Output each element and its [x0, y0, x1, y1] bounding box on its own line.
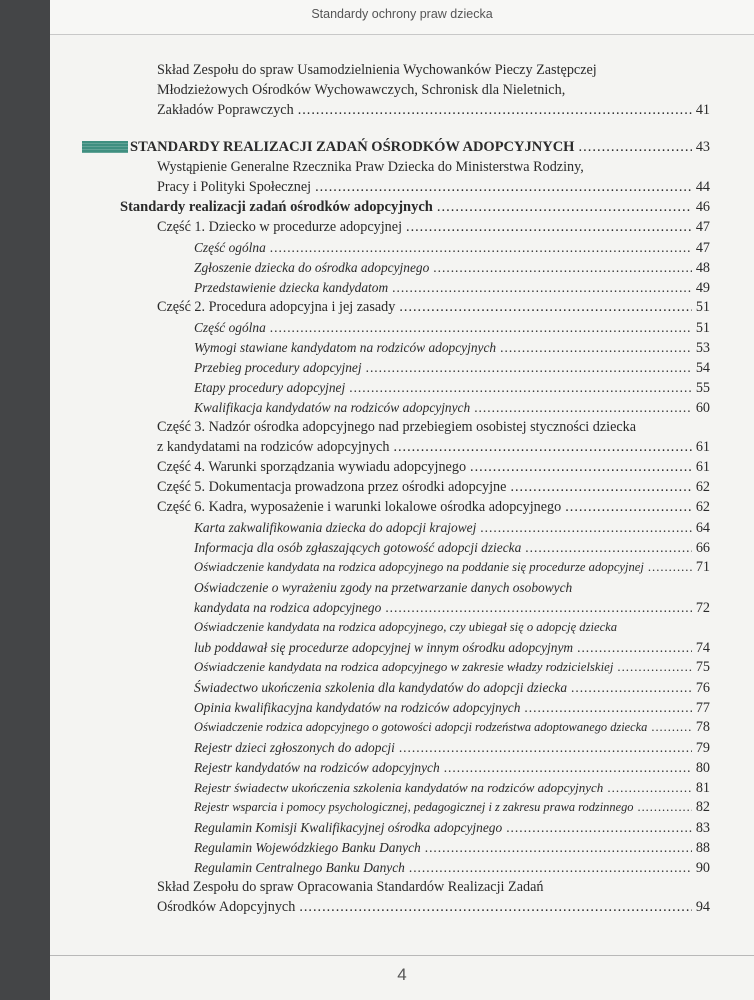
toc-page-number: 55 [695, 380, 710, 396]
toc-entry [194, 718, 710, 737]
toc-page-number: 83 [695, 820, 710, 836]
toc-page-number: 81 [695, 780, 710, 796]
toc-page-number: 94 [695, 899, 710, 915]
running-header-title: Standardy ochrony praw dziecka [311, 7, 493, 21]
toc-page-number: 51 [695, 299, 710, 315]
section-marker [82, 141, 128, 153]
toc-entry [194, 558, 710, 577]
toc-page-number: 90 [695, 860, 710, 876]
toc-entry [194, 858, 710, 878]
toc-page-number: 71 [695, 559, 710, 575]
toc-entry-text: Młodzieżowych Ośrodków Wychowawczych, Schronisk dla Nieletnich, [157, 82, 566, 98]
toc-entry [194, 398, 710, 418]
toc-entry-text: Skład Zespołu do spraw Opracowania Standardów Realizacji Zadań [157, 879, 544, 895]
toc-entry [194, 238, 710, 258]
toc-page-number: 51 [695, 320, 710, 336]
toc-section-heading [130, 138, 710, 157]
toc-entry-text: Opinia kwalifikacyjna kandydatów na rodziców adopcyjnych [194, 700, 521, 715]
toc-section-title: STANDARDY REALIZACJI ZADAŃ OŚRODKÓW ADOPCYJNYCH [130, 139, 575, 155]
toc-page-number: 61 [695, 439, 710, 455]
toc-entry-text: Rejestr wsparcia i pomocy psychologicznej, pedagogicznej i z zakresu prawa rodzinnego [194, 800, 634, 814]
toc-entry-text: Część 3. Nadzór ośrodka adopcyjnego nad przebiegiem osobistej styczności dziecka [157, 419, 637, 435]
toc-entry [194, 698, 710, 718]
toc-entry [157, 498, 710, 517]
toc-entry [194, 338, 710, 358]
toc-page-number: 41 [695, 102, 710, 118]
toc-page-number: 80 [695, 760, 710, 776]
toc-entry [194, 378, 710, 398]
toc-page-number: 66 [695, 540, 710, 556]
toc-entry-text: Oświadczenie kandydata na rodzica adopcyjnego w zakresie władzy rodzicielskiej [194, 660, 614, 674]
toc-entry-text: Skład Zespołu do spraw Usamodzielnienia Wychowanków Pieczy Zastępczej [157, 62, 597, 78]
toc-entry-text: z kandydatami na rodziców adopcyjnych [157, 439, 390, 455]
toc-entry-text: Część 6. Kadra, wyposażenie i warunki lokalowe ośrodka adopcyjnego [157, 499, 562, 515]
toc-entry [157, 178, 710, 197]
toc-entry-text: Oświadczenie rodzica adopcyjnego o gotowości adopcji rodzeństwa adoptowanego dziecka [194, 720, 648, 734]
toc-entry-text: Część 2. Procedura adopcyjna i jej zasady [157, 299, 396, 315]
page-number: 4 [397, 965, 407, 984]
toc-entry-text: Rejestr kandydatów na rodziców adopcyjnych [194, 760, 440, 775]
toc-page-number: 47 [695, 219, 710, 235]
toc-page-number: 76 [695, 680, 710, 696]
toc-entry [194, 318, 710, 338]
page-sidebar-band [0, 0, 50, 1000]
toc-entry-text: Rejestr świadectw ukończenia szkolenia kandydatów na rodziców adopcyjnych [194, 780, 604, 795]
toc-entry-text: Świadectwo ukończenia szkolenia dla kandydatów do adopcji dziecka [194, 680, 568, 695]
toc-entry-text: Zgłoszenie dziecka do ośrodka adopcyjnego [194, 260, 430, 275]
toc-entry-text: Oświadczenie o wyrażeniu zgody na przetwarzanie danych osobowych [194, 580, 573, 595]
toc-entry [157, 298, 710, 317]
toc-entry-text: Część ogólna [194, 320, 266, 335]
toc-page-number: 53 [695, 340, 710, 356]
toc-entry-text: lub poddawał się procedurze adopcyjnej w innym ośrodku adopcyjnym [194, 640, 574, 655]
toc-entry [194, 598, 710, 618]
toc-entry-text: Oświadczenie kandydata na rodzica adopcyjnego, czy ubiegał się o adopcję dziecka [194, 620, 618, 634]
toc-entry [194, 758, 710, 778]
toc-entry-text: kandydata na rodzica adopcyjnego [194, 600, 382, 615]
toc-entry [157, 478, 710, 497]
toc-entry [194, 518, 710, 538]
toc-entry [194, 738, 710, 758]
toc-entry-text: Rejestr dzieci zgłoszonych do adopcji [194, 740, 395, 755]
toc-page-number: 44 [695, 179, 710, 195]
toc-entry [194, 538, 710, 558]
toc-page-number: 49 [695, 280, 710, 296]
toc-entry-text: Regulamin Wojewódzkiego Banku Danych [194, 840, 421, 855]
toc-entry-text: Kwalifikacja kandydatów na rodziców adopcyjnych [194, 400, 471, 415]
toc-page-number: 61 [695, 459, 710, 475]
toc-page-number: 88 [695, 840, 710, 856]
toc-entry-text: Wystąpienie Generalne Rzecznika Praw Dziecka do Ministerstwa Rodziny, [157, 159, 584, 175]
toc-page-number: 48 [695, 260, 710, 276]
toc-entry-text: Ośrodków Adopcyjnych [157, 899, 296, 915]
toc-page-number: 43 [695, 139, 710, 155]
toc-entry [120, 198, 710, 217]
toc-entry-text: Oświadczenie kandydata na rodzica adopcyjnego na poddanie się procedurze adopcyjnej [194, 560, 644, 574]
toc-entry-text: Część 5. Dokumentacja prowadzona przez ośrodki adopcyjne [157, 479, 507, 495]
toc-entry-text: Część ogólna [194, 240, 266, 255]
toc-page-number: 75 [695, 659, 710, 675]
toc-page-number: 64 [695, 520, 710, 536]
toc-page-number: 46 [695, 199, 710, 215]
toc-entry-text: Etapy procedury adopcyjnej [194, 380, 346, 395]
toc-entry-text: Zakładów Poprawczych [157, 102, 294, 118]
toc-entry [194, 818, 710, 838]
toc-entry [194, 358, 710, 378]
toc-entry [157, 458, 710, 477]
toc-entry [157, 898, 710, 917]
toc-entry [194, 778, 710, 798]
toc-entry [194, 278, 710, 298]
toc-entry-text: Regulamin Centralnego Banku Danych [194, 860, 405, 875]
toc-page-number: 72 [695, 600, 710, 616]
toc-entry [157, 101, 710, 120]
toc-entry-text: Część 1. Dziecko w procedurze adopcyjnej [157, 219, 403, 235]
toc-entry-text: Standardy realizacji zadań ośrodków adopcyjnych [120, 199, 433, 215]
toc-page-number: 47 [695, 240, 710, 256]
toc-entry [194, 838, 710, 858]
toc-entry-text: Pracy i Polityki Społecznej [157, 179, 312, 195]
toc-page-number: 74 [695, 640, 710, 656]
toc-page-number: 78 [695, 719, 710, 735]
toc-page-number: 77 [695, 700, 710, 716]
toc-entry-text: Karta zakwalifikowania dziecka do adopcji krajowej [194, 520, 477, 535]
toc-entry-text: Regulamin Komisji Kwalifikacyjnej ośrodka adopcyjnego [194, 820, 503, 835]
toc-entry [157, 218, 710, 237]
toc-page-number: 62 [695, 499, 710, 515]
toc-entry [194, 678, 710, 698]
toc-page-number: 62 [695, 479, 710, 495]
toc-entry-text: Przedstawienie dziecka kandydatom [194, 280, 389, 295]
toc-entry-text: Informacja dla osób zgłaszających gotowość adopcji dziecka [194, 540, 522, 555]
toc-entry [194, 638, 710, 658]
toc-entry [194, 658, 710, 677]
toc-page-number: 54 [695, 360, 710, 376]
toc-entry [194, 798, 710, 817]
toc-page-number: 82 [695, 799, 710, 815]
toc-entry-text: Wymogi stawiane kandydatom na rodziców adopcyjnych [194, 340, 497, 355]
toc-entry [194, 258, 710, 278]
footer-divider [50, 955, 754, 956]
toc-entry [157, 438, 710, 457]
toc-entry-text: Przebieg procedury adopcyjnej [194, 360, 362, 375]
toc-page-number: 79 [695, 740, 710, 756]
toc-page-number: 60 [695, 400, 710, 416]
toc-entry-text: Część 4. Warunki sporządzania wywiadu adopcyjnego [157, 459, 467, 475]
